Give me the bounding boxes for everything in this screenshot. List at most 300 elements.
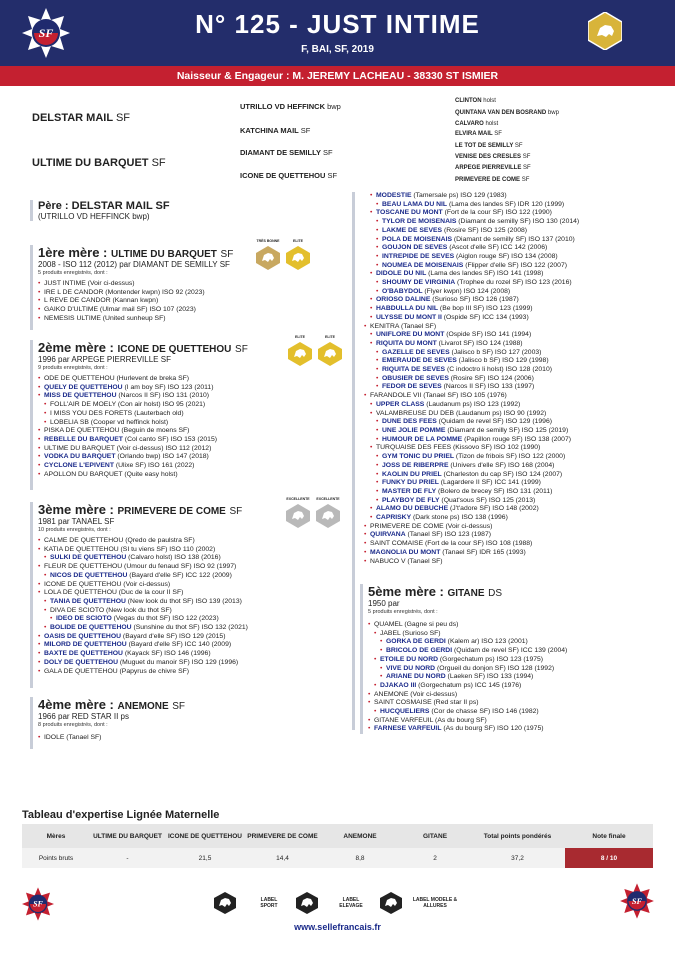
horse-details: (Cor de chasse SF) ISO 146 (1982) <box>429 708 539 716</box>
sire-title: Père : DELSTAR MAIL SF <box>38 200 170 212</box>
horse-jump-icon <box>214 892 236 914</box>
list-item <box>376 305 579 314</box>
pedigree-g3: CALVARO holst <box>455 121 499 127</box>
list-item <box>374 699 660 708</box>
label-sport: LABEL SPORT <box>214 892 297 914</box>
horse-details: (Papillon rouge SF) ISO 138 (2007) <box>462 435 571 443</box>
horse-name: OASIS DE QUETTEHOU <box>44 632 122 640</box>
horse-details: (Vegas du thot SF) ISO 122 (2023) <box>111 615 219 623</box>
list-item <box>382 253 579 262</box>
list-item <box>376 209 579 218</box>
right-produce-list <box>370 192 579 566</box>
horse-name: GALA DE QUETTEHOU (Papyrus de chivre SF) <box>44 667 190 675</box>
horse-name: GORKA DE GERDI <box>386 638 446 646</box>
list-item <box>382 218 579 227</box>
list-item <box>50 410 330 419</box>
horse-name: ALAMO DU DEBUCHE <box>376 505 449 513</box>
horse-name: MISS DE QUETTEHOU <box>44 392 117 400</box>
horse-name: REBELLE DU BARQUET <box>44 435 123 443</box>
horse-name: JOSS DE RIBERPRE <box>382 461 449 469</box>
pedigree-g2: ICONE DE QUETTEHOU SF <box>240 171 338 180</box>
list-item <box>382 488 579 497</box>
horse-details: (Laudanum ps) ISO 123 (1992) <box>424 400 521 408</box>
list-item <box>50 572 330 581</box>
horse-details: (Fort de la cour SF) ISO 122 (1990) <box>442 209 552 217</box>
horse-name: BRICOLO DE GERDI <box>386 647 453 655</box>
horse-name: SHOUMY DE VIRGINIA <box>382 279 456 287</box>
table-cell: 14,4 <box>245 848 320 868</box>
table-cell: 37,2 <box>470 848 565 868</box>
horse-name: DOLY DE QUETTEHOU <box>44 658 119 666</box>
horse-name: IRE L DE CANDOR (Montender kwpn) ISO 92 (2023) <box>44 288 205 296</box>
dam1-sub: 2008 - ISO 112 (2012) par DIAMANT DE SEMILLY SF <box>38 260 230 269</box>
horse-name: SAINT COSMAISE (Red star II ps) <box>374 699 479 707</box>
website-link[interactable]: www.sellefrancais.fr <box>294 922 381 932</box>
list-item <box>44 581 330 590</box>
horse-details: (Flipper d'elle SF) ISO 122 (2007) <box>463 261 568 269</box>
horse-name: DIDOLE DU NIL <box>376 270 427 278</box>
horse-name: BOLIDE DE QUETTEHOU <box>50 624 132 632</box>
list-item <box>382 479 579 488</box>
dam3-section <box>30 502 330 688</box>
horse-name: LOLA DE QUETTEHOU (Duc de la cour II SF) <box>44 589 184 597</box>
dam3-note: 10 produits enregistrés, dont : <box>38 527 111 533</box>
horse-name: INTREPIDE DE SEVES <box>382 252 455 260</box>
horse-details: (Gorgechatum ps) ICC 145 (1976) <box>416 681 522 689</box>
horse-name: BEAU LAMA DU NIL <box>382 200 448 208</box>
horse-details: (Narcos II SF) ISO 133 (1997) <box>441 383 535 391</box>
horse-name: CALME DE QUETTEHOU (Qredo de paulstra SF) <box>44 537 195 544</box>
list-item <box>50 419 330 428</box>
label-modele-allures: LABEL MODELE & ALLURES <box>380 892 463 914</box>
list-item <box>376 514 579 523</box>
horse-details: (Bayard d'elle SF) ICC 140 (2009) <box>126 641 232 649</box>
sf-logo-icon <box>22 886 54 922</box>
horse-details: (Aiglon rouge SF) ISO 134 (2008) <box>454 252 558 260</box>
list-item <box>382 288 579 297</box>
dam1-produce-list <box>44 280 330 324</box>
horse-details: (Orlando bwp) ISO 147 (2018) <box>115 453 209 461</box>
table-cell: 2 <box>400 848 470 868</box>
list-item <box>44 453 330 462</box>
list-item <box>382 418 579 427</box>
table-cell: 21,5 <box>165 848 245 868</box>
horse-details: (Tizon de fribois SF) ISO 122 (2000) <box>454 453 566 461</box>
dam5-note: 5 produits enregistrés, dont : <box>368 609 438 615</box>
horse-details: (Muguet du manoir SF) ISO 129 (1996) <box>118 658 239 666</box>
dam2-note: 9 produits enregistrés, dont : <box>38 365 108 371</box>
table-row <box>22 848 653 868</box>
horse-name: ODE DE QUETTEHOU (Hurlevent de breka SF) <box>44 375 190 382</box>
dam4-produce-list <box>44 734 330 743</box>
horse-name: RIQUITA DE SEVES <box>382 366 446 374</box>
horse-details: (C indoctro li holst) ISO 128 (2010) <box>445 366 552 374</box>
horse-details: (Bayard d'elle SF) ICC 122 (2009) <box>127 571 232 579</box>
horse-name: PLAYBOY DE FLY <box>382 496 440 504</box>
horse-name: TOSCANE DU MONT <box>376 209 443 217</box>
pedigree-g2: DIAMANT DE SEMILLY SF <box>240 148 333 157</box>
dam3-sub: 1981 par TANAEL SF <box>38 517 115 526</box>
pedigree-g2: KATCHINA MAIL SF <box>240 126 311 135</box>
list-item <box>382 227 579 236</box>
horse-details: (Rosire SF) ISO 124 (2006) <box>448 374 534 382</box>
badge-excellente-icon: EXCELLENTE <box>286 504 310 528</box>
horse-name: MODESTIE <box>376 192 412 199</box>
dam2-section <box>30 340 330 490</box>
list-item <box>382 497 579 506</box>
horse-name: ANEMONE (Voir ci-dessus) <box>374 690 458 698</box>
table-header-cell: Mères <box>22 824 90 848</box>
horse-name: FLEUR DE QUETTEHOU (Umour du fenaud SF) ISO 92 (1997) <box>44 563 237 571</box>
breeder-band: Naisseur & Engageur : M. JEREMY LACHEAU - 38330 ST ISMIER <box>0 66 675 86</box>
pedigree-g3: ELVIRA MAIL SF <box>455 131 502 137</box>
horse-name: IDOLE (Tanael SF) <box>44 734 102 741</box>
horse-name: PISKA DE QUETTEHOU (Beguin de moens SF) <box>44 427 190 435</box>
horse-details: (Tanael SF) ISO 123 (1987) <box>405 531 492 539</box>
horse-name: TURQUAISE DES FEES (Kissovo SF) ISO 102 (1990) <box>376 444 541 452</box>
horse-details: (Quidam de revel SF) ICC 139 (2004) <box>452 647 568 655</box>
horse-name: NICOS DE QUETTEHOU <box>50 571 128 579</box>
horse-name: KENITRA (Tanael SF) <box>370 322 437 330</box>
horse-name: VIVE DU NORD <box>386 664 436 672</box>
horse-name: ETOILE DU NORD <box>380 655 439 663</box>
horse-details: (Col canto SF) ISO 153 (2015) <box>122 435 217 443</box>
horse-details: (Diamant de semilly SF) ISO 137 (2010) <box>452 235 575 243</box>
horse-details: (Quidam de revel SF) ISO 129 (1996) <box>436 418 552 426</box>
list-item <box>44 427 330 436</box>
horse-name: NABUCO V (Tanael SF) <box>370 557 443 565</box>
list-item <box>44 306 330 315</box>
list-item <box>44 734 330 743</box>
list-item <box>44 650 330 659</box>
horse-details: (Jalisco b SF) ISO 129 (1998) <box>456 357 549 365</box>
list-item <box>370 558 579 567</box>
horse-name: IDEO DE SCIOTO <box>56 615 112 623</box>
dam4-title: 4ème mère : ANEMONE SF <box>38 697 186 712</box>
list-item <box>44 445 330 454</box>
horse-name: FUNKY DU PRIEL <box>382 479 439 487</box>
horse-name: L REVE DE CANDOR (Kannan kwpn) <box>44 297 159 305</box>
label-elevage: LABEL ELEVAGE <box>296 892 379 914</box>
horse-name: GOUJON DE SEVES <box>382 244 448 252</box>
pedigree-g3: VENISE DES CRESLES SF <box>455 154 531 160</box>
list-item <box>382 279 579 288</box>
list-item <box>44 436 330 445</box>
horse-title: N° 125 - JUST INTIME <box>195 9 480 39</box>
list-item <box>44 289 330 298</box>
horse-details: (Kalem ar) ISO 123 (2001) <box>445 638 528 646</box>
svg-text:SF: SF <box>33 899 43 909</box>
horse-name: LOBELIA SB (Cooper vd heffinck holst) <box>50 418 169 426</box>
table-header-cell: Total points pondérés <box>470 824 565 848</box>
list-item <box>376 331 579 340</box>
list-item <box>376 444 579 453</box>
list-item <box>380 630 660 639</box>
list-item <box>44 537 330 546</box>
list-item <box>382 201 579 210</box>
horse-details: (Ascot d'elle SF) ICC 142 (2006) <box>447 244 548 252</box>
list-item <box>376 340 579 349</box>
horse-details: (Calvaro holst) ISO 138 (2016) <box>126 554 221 562</box>
dam3-produce-list <box>44 537 330 676</box>
horse-name: TYLOR DE MOISENAIS <box>382 218 457 226</box>
list-item <box>380 656 660 665</box>
dam2-sub: 1996 par ARPEGE PIERREVILLE SF <box>38 355 171 364</box>
horse-name: ULTIME DU BARQUET (Voir ci-dessus) ISO 112 (2012) <box>44 444 212 452</box>
badge-elite-icon: ELITE <box>288 342 312 366</box>
pedigree-g3: PRIMEVERE DE COME SF <box>455 177 530 183</box>
horse-details: (Kayack SF) ISO 146 (1996) <box>122 650 211 658</box>
list-item <box>44 315 330 324</box>
horse-name: FEDOR DE SEVES <box>382 383 442 391</box>
horse-details: (Tanael SF) IDR 165 (1993) <box>440 548 526 556</box>
horse-name: KATIA DE QUETTEHOU (SI tu viens SF) ISO 110 (2002) <box>44 545 216 553</box>
list-item <box>44 280 330 289</box>
badge-elite-icon: ELITE <box>318 342 342 366</box>
horse-name: O'BABYDOL <box>382 287 423 295</box>
pedigree-dam: ULTIME DU BARQUET SF <box>32 157 166 169</box>
horse-name: VALAMBREUSE DU DEB (Laudanum ps) ISO 90 (1992) <box>376 409 547 417</box>
list-item <box>376 192 579 201</box>
horse-name: POLA DE MOISENAIS <box>382 235 452 243</box>
dam2-produce-list <box>44 375 330 479</box>
horse-details: (As du bourg SF) ISO 120 (1975) <box>441 725 544 733</box>
horse-details: (New look du thot SF) ISO 139 (2013) <box>125 597 242 605</box>
table-header-cell: Note finale <box>565 824 653 848</box>
sf-logo-icon <box>620 882 654 920</box>
horse-name: GAZELLE DE SEVES <box>382 348 450 356</box>
right-column-rule <box>352 192 358 730</box>
horse-name: DJAKAO III <box>380 681 417 689</box>
table-header-cell: ULTIME DU BARQUET <box>90 824 165 848</box>
horse-name: UPPER CLASS <box>376 400 425 408</box>
dam1-title: 1ère mère : ULTIME DU BARQUET SF <box>38 245 234 260</box>
horse-name: HABDULLA DU NIL <box>376 305 439 313</box>
list-item <box>382 471 579 480</box>
expertise-table <box>22 824 653 868</box>
list-item <box>44 659 330 668</box>
horse-details: (Ospide SF) ICC 134 (1993) <box>441 313 529 321</box>
list-item <box>374 691 660 700</box>
list-item <box>382 436 579 445</box>
horse-name: KAOLIN DU PRIEL <box>382 470 442 478</box>
horse-name: TANIA DE QUETTEHOU <box>50 597 126 605</box>
horse-details: (Lagardere II SF) ICC 141 (1999) <box>438 479 541 487</box>
dam5-title: 5ème mère : GITANE DS <box>368 584 503 599</box>
horse-details: (Flyer kwpn) ISO 124 (2008) <box>422 287 511 295</box>
horse-details: (Charleston du cap SF) ISO 124 (2007) <box>441 470 563 478</box>
list-item <box>44 462 330 471</box>
list-item <box>382 349 579 358</box>
horse-name: UNIFLORE DU MONT <box>376 331 445 339</box>
badge-elite-icon: ELITE <box>286 246 310 270</box>
list-item <box>374 725 660 734</box>
dam4-sub: 1966 par RED STAR II ps <box>38 712 129 721</box>
horse-details: (Sunshine du thot SF) ISO 132 (2021) <box>131 624 248 632</box>
horse-details: (Orgueil du donjon SF) ISO 128 (1992) <box>435 664 555 672</box>
horse-name: PRIMEVERE DE COME (Voir ci-dessus) <box>370 522 493 530</box>
list-item <box>382 427 579 436</box>
pedigree-g3: LE TOT DE SEMILLY SF <box>455 143 523 149</box>
horse-name: JABEL (Surioso SF) <box>380 629 441 637</box>
dam4-section <box>30 697 330 749</box>
pedigree-g3: ARPEGE PIERREVILLE SF <box>455 165 531 171</box>
list-item <box>376 410 579 419</box>
list-item <box>386 647 660 656</box>
expertise-title: Tableau d'expertise Lignée Maternelle <box>22 809 220 821</box>
table-row-label: Points bruts <box>22 848 90 868</box>
list-item <box>370 323 579 332</box>
horse-details: (Lama des landes SF) IDR 120 (1999) <box>447 200 565 208</box>
horse-name: ICONE DE QUETTEHOU (Voir ci-dessus) <box>44 580 171 588</box>
horse-name: ORIOSO DALINE <box>376 296 431 304</box>
dam1-note: 5 produits enregistrés, dont : <box>38 270 108 276</box>
dam5-section <box>360 584 660 734</box>
horse-breeding-icon <box>296 892 318 914</box>
dam5-produce-list <box>374 621 660 734</box>
horse-name: CAPRISKY <box>376 514 412 522</box>
list-item <box>382 383 579 392</box>
list-item <box>370 523 579 532</box>
horse-details: (Livarot SF) ISO 124 (1988) <box>436 339 523 347</box>
list-item <box>44 668 330 677</box>
list-item <box>44 589 330 598</box>
list-item <box>382 462 579 471</box>
horse-name: HUMOUR DE LA POMME <box>382 435 463 443</box>
sire-section <box>30 200 330 221</box>
list-item <box>370 540 579 549</box>
table-header-row <box>22 824 653 848</box>
horse-name: EMERAUDE DE SEVES <box>382 357 457 365</box>
list-item <box>374 717 660 726</box>
horse-details: (Surioso SF) ISO 126 (1987) <box>430 296 519 304</box>
horse-details: (Ospide SF) ISO 141 (1994) <box>444 331 532 339</box>
horse-name: OBUSIER DE SEVES <box>382 374 449 382</box>
horse-name: RIQUITA DU MONT <box>376 339 437 347</box>
list-item <box>370 392 579 401</box>
list-item <box>370 531 579 540</box>
list-item <box>44 384 330 393</box>
horse-name: MILORD DE QUETTEHOU <box>44 641 127 649</box>
horse-name: NOUMEA DE MOISENAIS <box>382 261 464 269</box>
list-item <box>50 401 330 410</box>
pedigree-g2: UTRILLO VD HEFFINCK bwp <box>240 102 341 111</box>
horse-details: (Quat'sous SF) ISO 125 (2013) <box>439 496 536 504</box>
horse-name: HUCQUELIERS <box>380 708 430 716</box>
horse-name: LAKME DE SEVES <box>382 226 443 234</box>
horse-name: QUIRVANA <box>370 531 406 539</box>
list-item <box>50 598 330 607</box>
list-item <box>370 549 579 558</box>
dam3-title: 3ème mère : PRIMEVERE DE COME SF <box>38 502 243 517</box>
pedigree-sire: DELSTAR MAIL SF <box>32 112 130 124</box>
list-item <box>50 624 330 633</box>
list-item <box>44 633 330 642</box>
horse-name: UNE JOLIE POMME <box>382 426 446 434</box>
badge-excellente-icon: EXCELLENTE <box>316 504 340 528</box>
horse-name: BAXTE DE QUETTEHOU <box>44 650 123 658</box>
list-item <box>376 314 579 323</box>
badge-tres-bonne-icon: TRÈS BONNE <box>256 246 280 270</box>
sire-sub: (UTRILLO VD HEFFINCK bwp) <box>38 212 150 221</box>
list-item <box>376 296 579 305</box>
dam1-badges <box>256 239 310 270</box>
horse-name: QUELY DE QUETTEHOU <box>44 383 123 391</box>
list-item <box>382 375 579 384</box>
horse-name: ARIANE DU NORD <box>386 673 446 681</box>
table-cell: 8,8 <box>320 848 400 868</box>
horse-name: MASTER DE FLY <box>382 487 437 495</box>
horse-name: SAINT COMAISE (Fort de la cour SF) ISO 108 (1988) <box>370 540 533 548</box>
horse-details: (Rosire SF) ISO 125 (2008) <box>442 226 528 234</box>
horse-details: (Diamant de semilly SF) ISO 125 (2019) <box>445 426 569 434</box>
horse-details: (Diamant de semilly SF) ISO 130 (2014) <box>456 218 580 226</box>
horse-details: (Dark stone ps) ISO 138 (1996) <box>411 514 508 522</box>
list-item <box>44 546 330 555</box>
list-item <box>44 641 330 650</box>
final-score-cell: 8 / 10 <box>565 848 653 868</box>
horse-details: (Tamersale ps) ISO 129 (1983) <box>411 192 507 199</box>
list-item <box>44 375 330 384</box>
horse-details: (Gorgechatum ps) ISO 123 (1975) <box>438 655 544 663</box>
list-item <box>56 615 330 624</box>
svg-text:SF: SF <box>631 895 643 906</box>
horse-name: VODKA DU BARQUET <box>44 453 116 461</box>
table-header-cell: ANEMONE <box>320 824 400 848</box>
list-item <box>386 673 660 682</box>
list-item <box>380 682 660 691</box>
list-item <box>44 297 330 306</box>
list-item <box>44 392 330 401</box>
dam5-sub: 1950 par <box>368 599 400 608</box>
horse-details: (Univers d'elle SF) ISO 168 (2004) <box>448 461 555 469</box>
horse-name: FARNESE VARFEUIL <box>374 725 442 733</box>
list-item <box>44 563 330 572</box>
horse-name: CYCLONE L'EPIVENT <box>44 462 114 470</box>
horse-details: (Trophee du rozel SF) ISO 123 (2016) <box>455 279 572 287</box>
horse-subtitle: F, BAI, SF, 2019 <box>301 44 374 55</box>
horse-name: ULYSSE DU MONT II <box>376 313 442 321</box>
list-item <box>380 708 660 717</box>
list-item <box>386 665 660 674</box>
horse-details: (Ulixe SF) ISO 161 (2022) <box>113 462 195 470</box>
list-item <box>382 262 579 271</box>
list-item <box>382 366 579 375</box>
horse-details: (Bayard d'elle SF) ISO 129 (2015) <box>121 632 226 640</box>
list-item <box>386 638 660 647</box>
list-item <box>44 471 330 480</box>
svg-text:SF: SF <box>38 26 54 40</box>
horse-name: GITANE VARFEUIL (As du bourg SF) <box>374 716 487 724</box>
horse-name: FOLL'AIR DE MOELY (Con air holst) ISO 95 (2021) <box>50 401 206 409</box>
list-item <box>50 554 330 563</box>
horse-name: QUAMEL (Gagne si peu ds) <box>374 621 459 628</box>
table-header-cell: ICONE DE QUETTEHOU <box>165 824 245 848</box>
header-banner <box>0 0 675 66</box>
pedigree-g3: CLINTON holst <box>455 98 496 104</box>
horse-name: GYM TONIC DU PRIEL <box>382 453 455 461</box>
horse-details: (Lama des landes SF) ISO 141 (1998) <box>426 270 544 278</box>
horse-details: (I am boy SF) ISO 123 (2011) <box>122 383 214 391</box>
horse-details: (Be bop III SF) ISO 123 (1999) <box>438 305 533 313</box>
dam2-badges <box>288 335 342 366</box>
horse-details: (Bolero de brecey SF) ISO 131 (2011) <box>436 487 553 495</box>
horse-name: DIVA DE SCIOTO (New look du thot SF) <box>50 606 172 614</box>
list-item <box>376 401 579 410</box>
horse-details: (Jalisco b SF) ISO 127 (2003) <box>449 348 542 356</box>
table-header-cell: GITANE <box>400 824 470 848</box>
list-item <box>50 607 330 616</box>
